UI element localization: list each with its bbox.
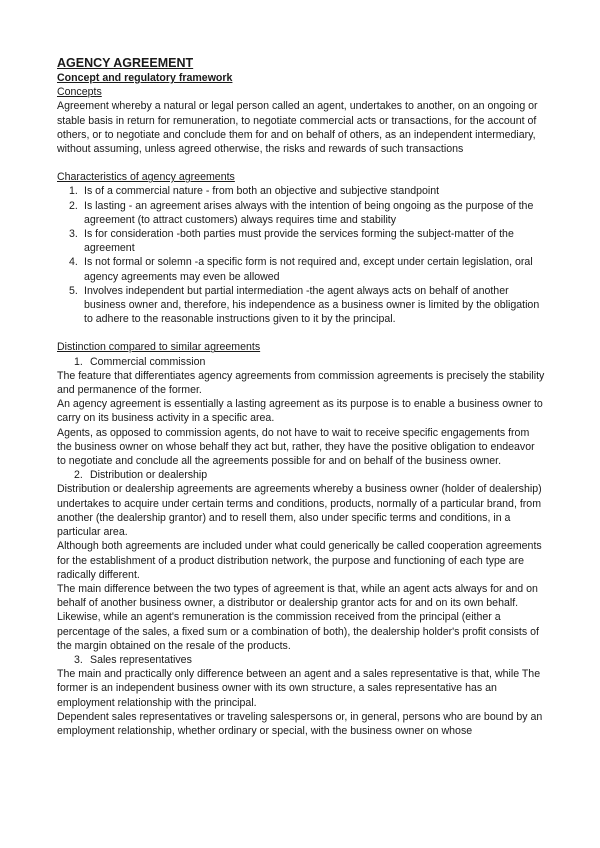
distribution-heading bbox=[57, 468, 545, 482]
commercial-commission-heading bbox=[57, 355, 545, 369]
distinction-heading: Distinction compared to similar agreements bbox=[57, 341, 261, 354]
section-spacer bbox=[57, 156, 545, 170]
subheading-text: Sales representatives bbox=[90, 653, 192, 666]
sales-paragraph-2: Dependent sales representatives or traveling salespersons or, in general, persons who are bound by an employment relationship, whether ordinary or special, with the business owner on whose bbox=[57, 710, 543, 737]
list-item-text: Involves independent but partial intermediation -the agent always acts on behalf of another business owner and, therefore, his independence as a business owner is limited by the obligation to adhere to the reasonable instructions given to it by the principal. bbox=[84, 284, 540, 326]
distribution-paragraph-1: Distribution or dealership agreements are agreements whereby a business owner (holder of dealership) undertakes to acquire under certain terms and conditions, products, normally of a particular brand, from another (the dealership grantor) and to resell them, also under specific terms and conditions, in a particular area. bbox=[57, 483, 542, 539]
sales-representatives-heading bbox=[57, 653, 545, 667]
list-item-text: Is lasting - an agreement arises always with the intention of being ongoing as the purpose of the agreement (to attract customers) always requires time and stability bbox=[84, 199, 534, 226]
subheading-text: Commercial commission bbox=[90, 355, 206, 368]
subheading-number: 1. bbox=[74, 355, 83, 368]
subheading-text: Distribution or dealership bbox=[90, 469, 208, 482]
commercial-paragraph-1: The feature that differentiates agency agreements from commission agreements is precisely the stability and permanence of the former. bbox=[57, 369, 545, 397]
list-item-text: Is for consideration -both parties must provide the services forming the subject-matter of the agreement bbox=[84, 228, 514, 255]
characteristics-list bbox=[57, 184, 545, 326]
list-item bbox=[57, 184, 545, 198]
document-title: AGENCY AGREEMENT bbox=[57, 56, 194, 70]
document-subtitle: Concept and regulatory framework bbox=[57, 72, 233, 84]
list-item bbox=[57, 284, 545, 327]
list-item bbox=[57, 227, 545, 255]
subheading-number: 3. bbox=[74, 653, 83, 666]
distribution-paragraph-2: Although both agreements are included under what could generically be called cooperation agreements for the establishment of a product distribution network, the purpose and functioning of each type are radically different. bbox=[57, 540, 542, 581]
commercial-paragraph-3: Agents, as opposed to commission agents, do not have to wait to receive specific engagements from the business owner on whose behalf they act but, rather, they have the positive obligation to endeavor to negotiate and conclude all the agreements possible for and on behalf of the business owner. bbox=[57, 426, 535, 468]
section-spacer bbox=[57, 326, 545, 340]
list-item bbox=[57, 255, 545, 283]
concepts-paragraph: Agreement whereby a natural or legal person called an agent, undertakes to another, on an ongoing or stable basis in return for remuneration, to negotiate commercial acts or transactions, for the account of others, or to negotiate and conclude them for and on behalf of others, as an independent intermediary, without assuming, unless agreed otherwise, the risks and rewards of such transactions bbox=[57, 100, 538, 156]
characteristics-heading: Characteristics of agency agreements bbox=[57, 171, 235, 184]
distribution-paragraph-3: The main difference between the two types of agreement is that, while an agent acts always for and on behalf of another business owner, a distributor or dealership grantor acts for and on its own behalf. Likewise, while an agent's remuneration is the commission received from the principal (either a percentage of the sales, a fixed sum or a combination of both), the dealership holder's profit consists of the margin obtained on the resale of the products. bbox=[57, 582, 539, 652]
list-item-number: 5. bbox=[69, 284, 78, 297]
concepts-heading: Concepts bbox=[57, 86, 102, 99]
document-page bbox=[57, 56, 545, 738]
list-item-number: 4. bbox=[69, 256, 78, 269]
subheading-number: 2. bbox=[74, 469, 83, 482]
list-item-text: Is not formal or solemn -a specific form is not required and, except under certain legislation, oral agency agreements may even be allowed bbox=[84, 256, 533, 283]
list-item bbox=[57, 199, 545, 227]
list-item-number: 3. bbox=[69, 228, 78, 241]
commercial-paragraph-2: An agency agreement is essentially a lasting agreement as its purpose is to enable a business owner to carry on its business activity in a specific area. bbox=[57, 398, 543, 425]
sales-paragraph-1: The main and practically only difference between an agent and a sales representative is that, while The former is an independent business owner with its own structure, a sales representative has an employment relationship with the principal. bbox=[57, 668, 541, 709]
list-item-number: 2. bbox=[69, 199, 78, 212]
list-item-number: 1. bbox=[69, 185, 78, 198]
list-item-text: Is of a commercial nature - from both an objective and subjective standpoint bbox=[84, 185, 440, 198]
